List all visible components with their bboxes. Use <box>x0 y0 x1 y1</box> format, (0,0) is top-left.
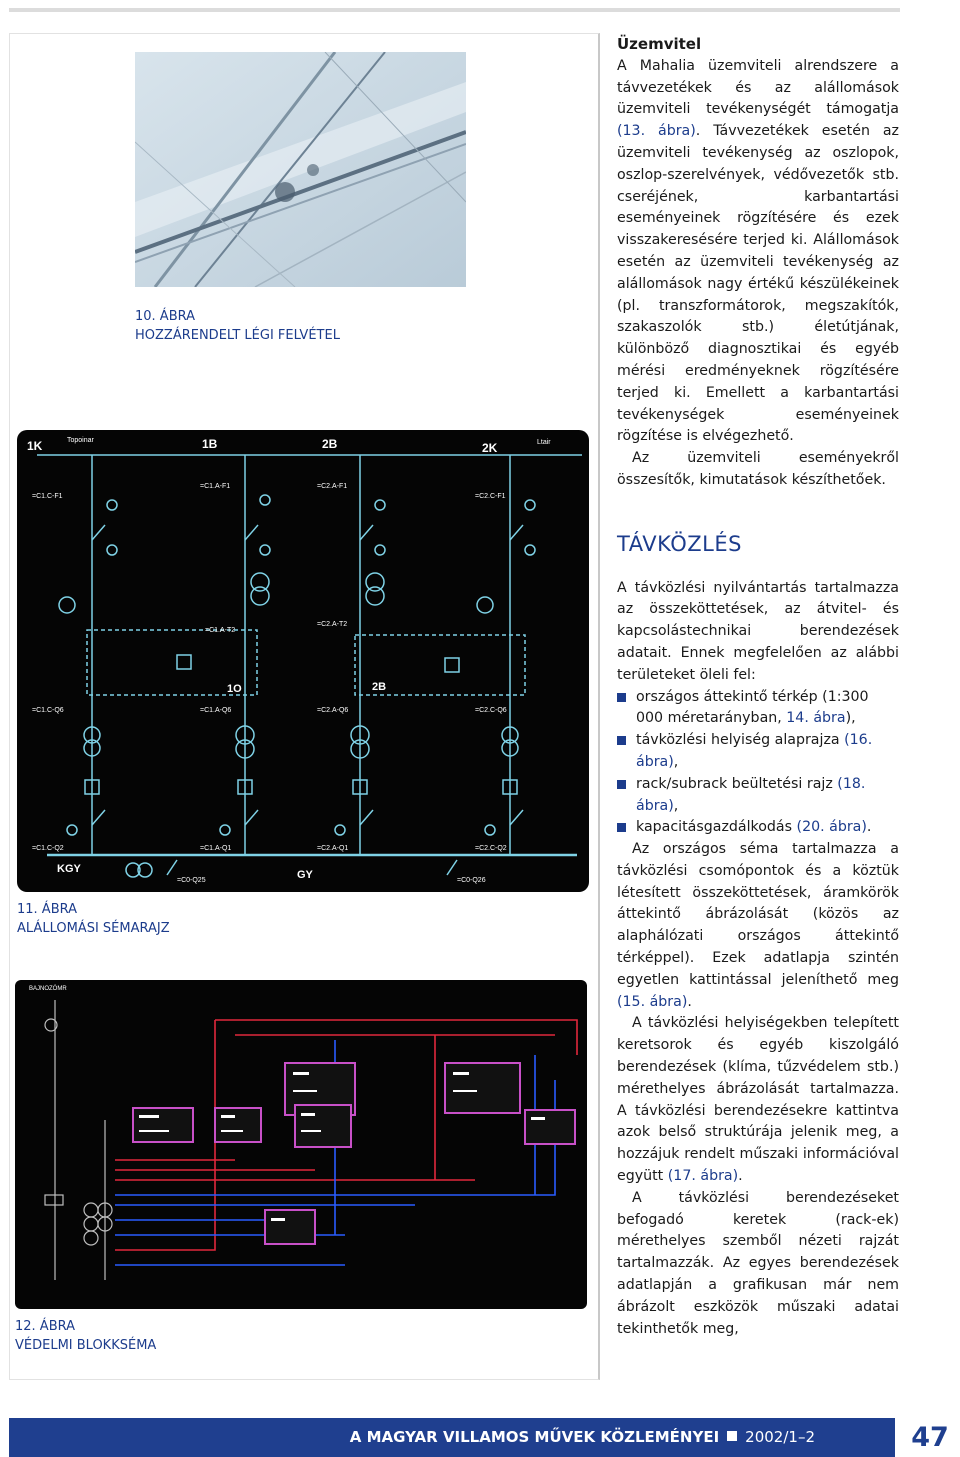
figure-12-title: VÉDELMI BLOKKSÉMA <box>15 1338 157 1353</box>
figure-15-ref[interactable]: (15. ábra) <box>617 993 688 1010</box>
paragraph-5-text-a: A távközlési helyiségekben telepített keretsorok és egyéb kiszolgáló berendezések (klíma, tűzvédelem stb.) mérethelyes ábrázolását tartalmazza. A távközlési berendezésekre kattintva azok belső struktúrája jelenik meg, a hozzájuk rendelt műszaki információval együtt <box>617 1015 899 1185</box>
device-tag-label: =C2.A-F1 <box>317 483 348 490</box>
paragraph-5-text-b: . <box>738 1168 743 1185</box>
figure-11-number: 11. ÁBRA <box>17 902 78 917</box>
list-item-text: országos áttekintő térkép (1:300 000 méretarányban, <box>636 688 869 727</box>
list-item-tail: , <box>673 797 679 814</box>
aerial-photo <box>135 52 466 287</box>
list-item <box>617 817 899 839</box>
figure-20-ref[interactable]: (20. ábra) <box>796 819 867 836</box>
paragraph-3: A távközlési nyilvántartás tartalmazza az összeköttetések, az átvitel- és kapcsolástechnikai berendezések adatait. Ennek megfelelően az alábbi területeket öleli fel: <box>617 579 899 683</box>
protection-block-schematic <box>15 980 587 1309</box>
paragraph-6: A távközlési berendezéseket befogadó keretek (rack-ek) mérethelyes szemből nézeti rajzát tartalmazzák. Az egyes berendezések adatlapján a grafikusan már nem ábrázolt eszközök műszaki adatai tekinthetők meg, <box>617 1189 899 1337</box>
device-tag-label: =C2.C-Q6 <box>475 707 507 714</box>
top-rule <box>9 8 900 12</box>
figure-12-caption <box>15 1317 156 1355</box>
paragraph-1-text-a: A Mahalia üzemviteli alrendszere a távvezetékek és az alállomások üzemviteli tevékenységét támogatja <box>617 57 899 118</box>
device-tag-label: =C1.C-Q2 <box>32 845 64 852</box>
issue-number: 2002/1–2 <box>745 1428 815 1446</box>
list-item-text: távközlési helyiség alaprajza <box>636 732 845 749</box>
figure-10-number: 10. ÁBRA <box>135 309 196 324</box>
article-text <box>617 34 899 1340</box>
device-tag-label: =C2.A-Q1 <box>317 845 349 852</box>
device-tag-label: =C0-Q26 <box>457 877 486 884</box>
section-title-tavkozles: TÁVKÖZLÉS <box>617 531 742 556</box>
device-tag-label: =C0-Q25 <box>177 877 206 884</box>
figure-13-ref[interactable]: (13. ábra) <box>617 123 696 140</box>
bay-1b-label: 1B <box>202 437 218 451</box>
figure-11-title: ALÁLLOMÁSI SÉMARAJZ <box>17 921 170 936</box>
device-tag-label: =C2.A-T2 <box>317 621 348 628</box>
footer-square-icon <box>727 1431 737 1441</box>
journal-title: A MAGYAR VILLAMOS MŰVEK KÖZLEMÉNYEI <box>349 1428 720 1446</box>
substation-schematic <box>17 430 589 892</box>
paragraph-4-text-b: . <box>687 993 692 1010</box>
device-tag-label: =C1.A-T2 <box>205 627 236 634</box>
diagram-top-left-label: Topoinar <box>67 437 94 444</box>
paragraph-4 <box>617 839 899 1013</box>
footer-journal <box>350 1428 815 1446</box>
area-list <box>617 687 899 840</box>
device-tag-label: =C1.C-Q6 <box>32 707 64 714</box>
paragraph-5 <box>617 1013 899 1187</box>
device-tag-label: =C2.C-Q2 <box>475 845 507 852</box>
coupler-1-label: 1O <box>227 683 242 695</box>
busbar-left-label: KGY <box>57 863 81 875</box>
paragraph-1 <box>617 56 899 448</box>
list-item-tail: ), <box>845 710 856 727</box>
device-tag-label: =C1.A-F1 <box>200 483 231 490</box>
device-tag-label: =C2.A-Q6 <box>317 707 349 714</box>
section-title-uzemvitel: Üzemvitel <box>617 35 702 53</box>
figure-11-caption <box>17 900 170 938</box>
diagram-12-header: BAJNOZÓMR <box>29 986 67 992</box>
list-item-text: rack/subrack beültetési rajz <box>636 775 838 792</box>
list-item <box>617 730 899 774</box>
page-number: 47 <box>911 1422 949 1453</box>
device-tag-label: =C1.A-Q6 <box>200 707 232 714</box>
list-item <box>617 687 899 731</box>
device-tag-label: =C1.C-F1 <box>32 493 63 500</box>
diagram-top-right-label: Ltair <box>537 439 551 446</box>
bay-2k-label: 2K <box>482 441 498 455</box>
list-item <box>617 774 899 818</box>
coupler-2-label: 2B <box>372 681 387 693</box>
paragraph-1-text-b: . Távvezetékek esetén az üzemviteli tevékenység az oszlopok, oszlop-szerelvények, védővezetők stb. cseréjének, karbantartási eseményeinek rögzítésére és ezek visszakeresésére terjed ki. Alállomások esetén az üzemviteli tevékenység az alállomások nagy értékű készülékeinek (pl. transzformátorok, megszakítók, szakaszolók stb.) életútjának, különböző diagnosztikai és egyéb mérési eredményeknek rögzítésére terjed ki. Emellett a karbantartási tevékenységek eseményeinek rögzítése is elvégezhető. <box>617 123 900 445</box>
bullet-square-icon <box>617 823 626 832</box>
paragraph-2: Az üzemviteli eseményekről összesítők, kimutatások készíthetőek. <box>617 450 899 488</box>
bullet-square-icon <box>617 693 626 702</box>
figure-17-ref[interactable]: (17. ábra) <box>667 1168 739 1185</box>
bullet-square-icon <box>617 780 626 789</box>
paragraph-4-text-a: Az országos séma tartalmazza a távközlési csomópontok és a köztük létesített összeköttetések, áramkörök áttekintő ábrázolását (közös az alaphálózati országos áttekintő térképpel). Ezek adatlapja szintén egyetlen kattintással jeleníthető meg <box>617 841 899 988</box>
figure-10-caption <box>135 307 340 345</box>
device-tag-label: =C2.C-F1 <box>475 493 506 500</box>
list-item-text: kapacitásgazdálkodás <box>636 819 797 836</box>
list-item-tail: , <box>673 753 679 770</box>
footer-bar <box>9 1418 895 1457</box>
page-footer <box>0 1418 960 1457</box>
device-tag-label: =C1.A-Q1 <box>200 845 232 852</box>
list-item-tail: . <box>866 819 872 836</box>
figure-16-ref[interactable]: (16. ábra) <box>636 732 873 770</box>
busbar-mid-label: GY <box>297 869 313 881</box>
figure-10-title: HOZZÁRENDELT LÉGI FELVÉTEL <box>135 328 340 343</box>
figure-14-ref[interactable]: 14. ábra <box>786 710 846 727</box>
bay-2b-label: 2B <box>322 437 338 451</box>
figure-12-number: 12. ÁBRA <box>15 1319 76 1334</box>
figure-18-ref[interactable]: (18. ábra) <box>636 775 866 814</box>
bay-1k-label: 1K <box>27 439 43 453</box>
bullet-square-icon <box>617 736 626 745</box>
